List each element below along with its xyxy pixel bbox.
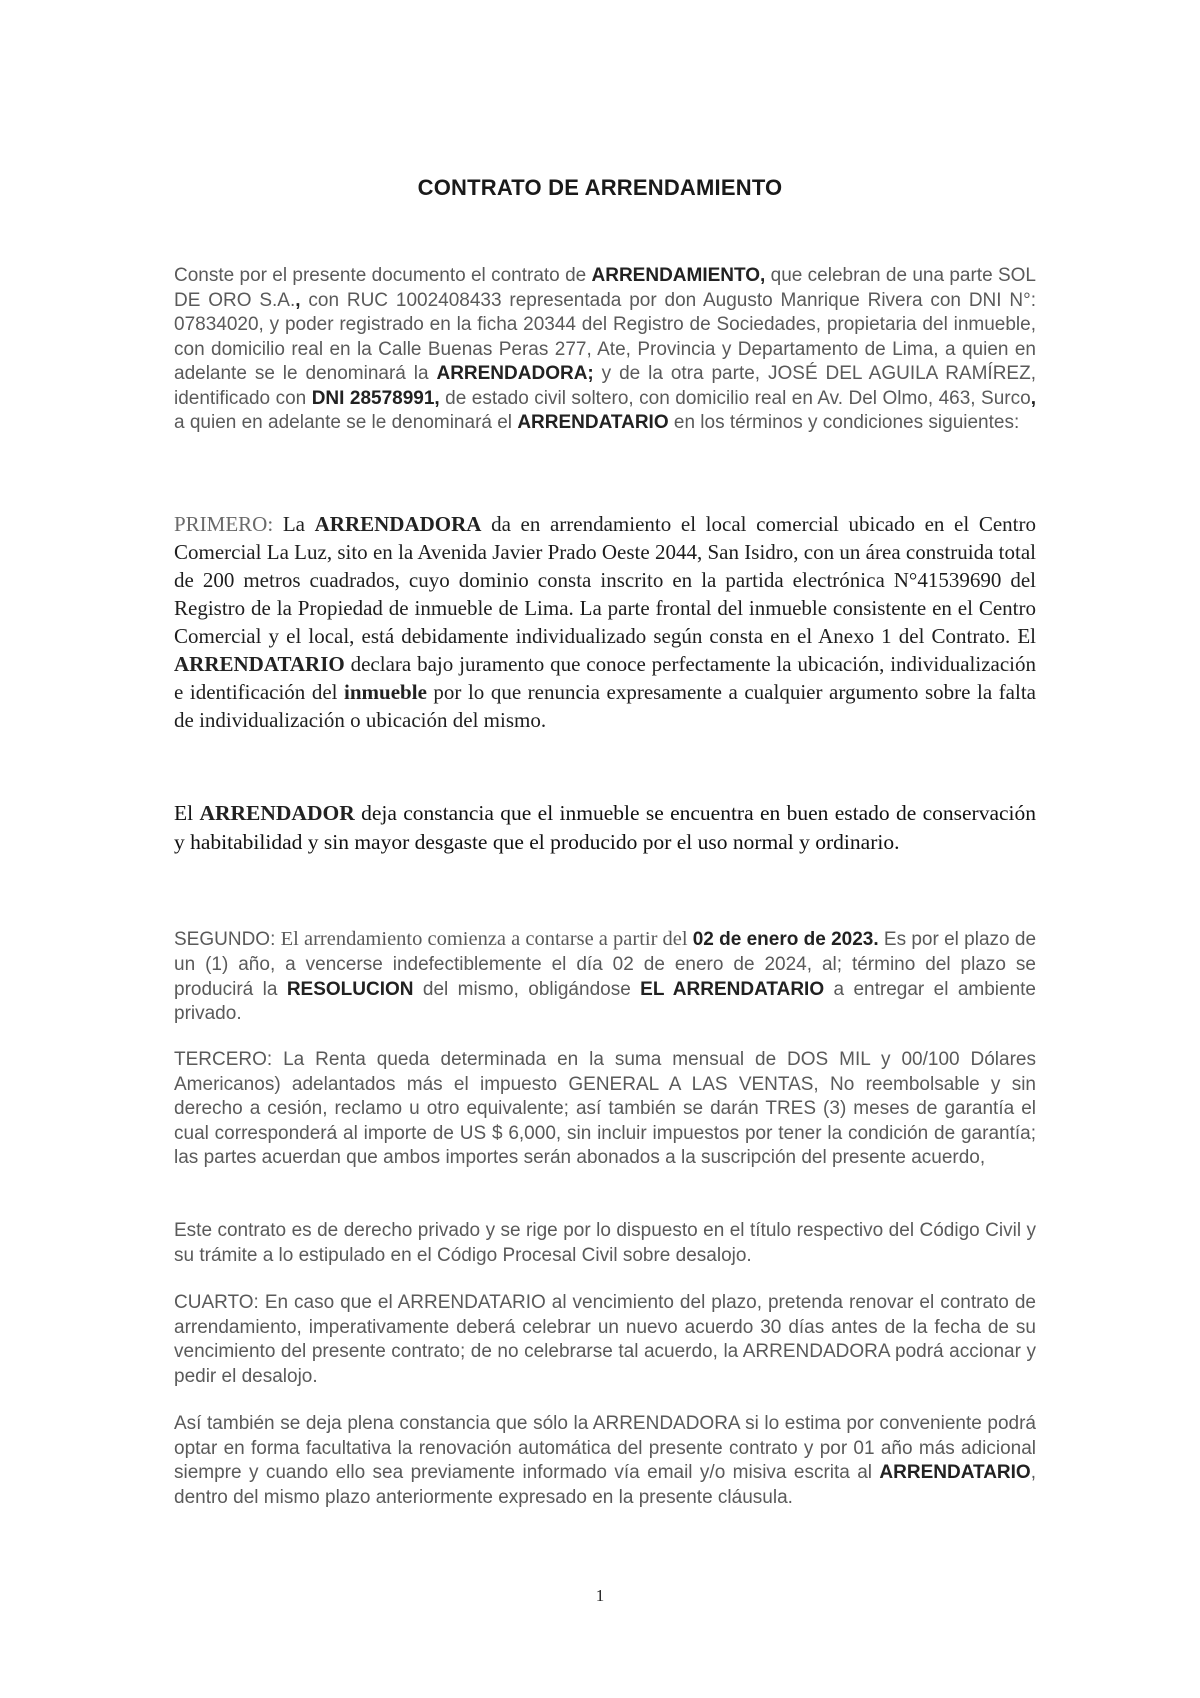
bold-term: 02 de enero de 2023. xyxy=(692,929,879,950)
bold-term: ARRENDADOR xyxy=(199,801,355,825)
clause-segundo xyxy=(174,925,1036,1027)
bold-term: ARRENDAMIENTO, xyxy=(591,265,766,286)
renovacion-paragraph xyxy=(174,1412,1036,1510)
text-run: da en arrendamiento el local comercial ubicado en el Centro Comercial La Luz, sito en la Avenida Javier Prado Oeste 2044, San Isidro, con un área construida total de 200 metros cuadrados, cuyo dominio consta inscrito en la partida electrónica N°41539690 del Registro de la Propiedad de inmueble de Lima. La parte frontal del inmueble consistente en el Centro Comercial y el local, está debidamente individualizado según consta en el Anexo 1 del Contrato. xyxy=(174,512,1036,648)
bold-term: ARRENDATARIO xyxy=(517,412,669,433)
text-run: que celebran de una parte SOL DE ORO S.A. xyxy=(174,265,1036,311)
derecho-paragraph: Este contrato es de derecho privado y se rige por lo dispuesto en el título respectivo del Código Civil y su trámite a lo estipulado en el Código Procesal Civil sobre desalojo. xyxy=(174,1220,1036,1266)
text-run: de estado civil soltero, con domicilio real en Av. Del Olmo, 463, Surco xyxy=(439,387,1031,409)
text-run: , dentro del mismo plazo anteriormente expresado en la presente cláusula. xyxy=(174,1462,1036,1508)
bold-term: ARRENDADORA; xyxy=(436,363,594,384)
text-run: a quien en adelante se le denominará el xyxy=(174,412,518,433)
bold-term: ARRENDATARIO xyxy=(174,652,345,676)
text-run: y de la otra parte, JOSÉ DEL AGUILA RAMÍREZ, identificado con xyxy=(174,363,1036,409)
text-run: El xyxy=(1017,624,1036,648)
bold-term: RESOLUCION xyxy=(286,978,414,1000)
bold-term: EL ARRENDATARIO xyxy=(640,978,825,1000)
clause-primero xyxy=(174,510,1036,734)
bold-term: ARRENDADORA xyxy=(314,512,482,536)
text-run: La xyxy=(282,512,315,536)
bold-term: inmueble xyxy=(344,680,427,704)
text-run: declara bajo juramento que conoce perfectamente la ubicación, individualización e identificación del xyxy=(174,652,1036,704)
text-run: en los términos y condiciones siguientes: xyxy=(668,412,1020,433)
arrendador-paragraph xyxy=(174,799,1036,857)
text-run: Conste por el presente documento el contrato de xyxy=(174,265,592,286)
intro-paragraph xyxy=(174,264,1036,436)
bold-term: ARRENDATARIO xyxy=(879,1462,1031,1483)
bold-term: DNI 28578991, xyxy=(311,387,440,409)
clause-label: PRIMERO: xyxy=(174,512,283,536)
text-run: Es por el plazo de un (1) año, a vencerse indefectiblemente el día 02 de enero de 2024, al; término del plazo se producirá la xyxy=(174,929,1037,1000)
bold-term: , xyxy=(1030,387,1036,409)
bold-term: , xyxy=(295,289,301,311)
text-run: El xyxy=(174,801,200,825)
page-number: 1 xyxy=(595,1586,605,1605)
text-run: Así también se deja plena constancia que sólo la ARRENDADORA si lo estima por conveniente podrá optar en forma facultativa la renovación automática del presente contrato y por 01 año más adicional siempre y cuando ello sea previamente informado vía email y/o misiva escrita al xyxy=(174,1413,1036,1483)
clause-label: SEGUNDO: xyxy=(174,929,281,950)
text-run: a entregar el ambiente privado. xyxy=(174,978,1036,1024)
text-run: El arrendamiento comienza a contarse a partir del xyxy=(280,928,693,950)
document-title: CONTRATO DE ARRENDAMIENTO xyxy=(417,175,783,200)
text-run: deja constancia que el inmueble se encuentra en buen estado de conservación y habitabilidad y sin mayor desgaste que el producido por el uso normal y ordinario. xyxy=(174,801,1037,854)
text-run: del mismo, obligándose xyxy=(413,978,641,1000)
clause-cuarto: CUARTO: En caso que el ARRENDATARIO al vencimiento del plazo, pretenda renovar el contrato de arrendamiento, imperativamente deberá celebrar un nuevo acuerdo 30 días antes de la fecha de su vencimiento del presente contrato; de no celebrarse tal acuerdo, la ARRENDADORA podrá accionar y pedir el desalojo. xyxy=(174,1292,1036,1387)
text-run: con RUC 1002408433 representada por don Augusto Manrique Rivera con DNI N°: 07834020, y poder registrado en la ficha 20344 del Registro de Sociedades, propietaria del inmueble, con domicilio real en la Calle Buenas Peras 277, Ate, Provincia y Departamento de Lima, a quien en adelante se le denominará la xyxy=(174,289,1036,384)
clause-tercero: TERCERO: La Renta queda determinada en la suma mensual de DOS MIL y 00/100 Dólares Americanos) adelantados más el impuesto GENERAL A LAS VENTAS, No reembolsable y sin derecho a cesión, reclamo u otro equivalente; así también se darán TRES (3) meses de garantía el cual corresponderá al importe de US $ 6,000, sin incluir impuestos por tener la condición de garantía; las partes acuerdan que ambos importes serán abonados a la suscripción del presente acuerdo, xyxy=(174,1049,1036,1168)
text-run: por lo que renuncia expresamente a cualquier argumento sobre la falta de individualización o ubicación del mismo. xyxy=(174,680,1036,732)
